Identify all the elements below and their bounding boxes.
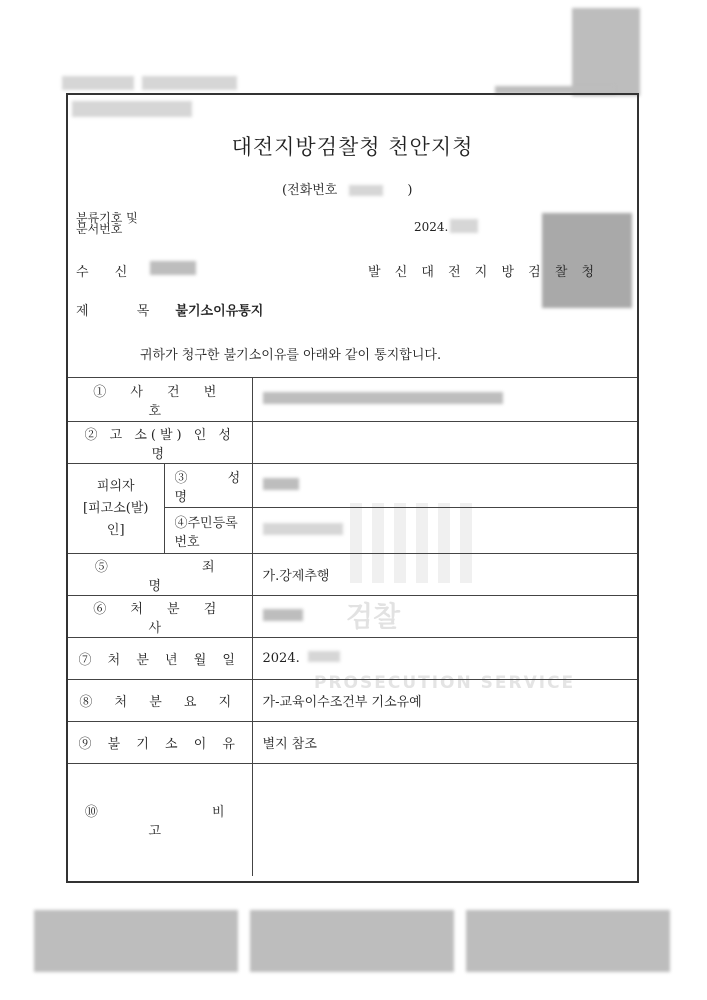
suspect-id-value	[252, 508, 637, 554]
table-row	[68, 680, 637, 722]
phone-close: )	[407, 183, 413, 198]
table-row	[68, 422, 637, 464]
phone-label: (전화번호	[282, 183, 338, 198]
redacted-top-right	[572, 8, 640, 96]
classification-line-1: 분류기호 및	[76, 211, 138, 225]
table-row	[68, 764, 637, 876]
case-number-label: ① 사 건 번 호	[68, 378, 252, 422]
redacted-case-number	[263, 392, 503, 404]
reason-label: ⑨ 불 기 소 이 유	[68, 722, 252, 764]
reason-value: 별지 참조	[252, 722, 637, 764]
table-row	[68, 554, 637, 596]
redacted-top-left-1	[62, 76, 134, 90]
document-title: 대전지방검찰청 천안지청	[231, 135, 474, 159]
phone-line	[282, 179, 412, 198]
suspect-name-value	[252, 464, 637, 508]
notification-table	[68, 377, 637, 876]
redacted-doc-header	[72, 101, 192, 117]
disposition-date-label: ⑦ 처 분 년 월 일	[68, 638, 252, 680]
complainant-value	[252, 422, 637, 464]
subject-line	[76, 300, 263, 319]
suspect-label-line-2: [피고소(발)인]	[83, 500, 149, 538]
disposition-summary-label: ⑧ 처 분 요 지	[68, 680, 252, 722]
suspect-label-line-1: 피의자	[96, 478, 135, 494]
redacted-top-left-2	[142, 76, 237, 90]
case-number-value	[252, 378, 637, 422]
remarks-label: ⑩ 비 고	[68, 764, 252, 876]
redacted-footer-1	[34, 910, 238, 972]
disposition-summary-value: 가-교육이수조건부 기소유예	[252, 680, 637, 722]
subject-label: 제 목	[76, 304, 172, 319]
sender-line: 발 신 대 전 지 방 검 찰 청	[368, 265, 600, 280]
suspect-name-label: ③ 성 명	[164, 464, 252, 508]
prosecutor-value	[252, 596, 637, 638]
document-date: 2024.	[414, 220, 449, 234]
redacted-footer-3	[466, 910, 670, 972]
redacted-suspect-name	[263, 478, 299, 490]
redacted-prosecutor	[263, 609, 303, 621]
table-row	[68, 638, 637, 680]
redacted-disposition-date	[308, 651, 340, 662]
classification-label	[76, 213, 138, 235]
prosecutor-label: ⑥ 처 분 검 사	[68, 596, 252, 638]
redacted-date	[450, 219, 478, 233]
notification-document	[66, 93, 639, 883]
crime-value: 가.강제추행	[252, 554, 637, 596]
subject-value: 불기소이유통지	[175, 304, 264, 319]
suspect-id-label: ④주민등록번호	[164, 508, 252, 554]
watermark-text: 검찰	[346, 600, 401, 633]
redacted-footer-2	[250, 910, 454, 972]
redacted-recipient	[150, 261, 196, 275]
disposition-date-text: 2024.	[262, 651, 300, 666]
redacted-suspect-id	[263, 523, 343, 535]
crime-label: ⑤ 죄 명	[68, 554, 252, 596]
remarks-value	[252, 764, 637, 876]
complainant-label: ② 고 소(발) 인 성 명	[68, 422, 252, 464]
disposition-date-value	[252, 638, 637, 680]
phone-gap	[337, 183, 407, 198]
recipient-label: 수 신	[76, 265, 139, 280]
table-row	[68, 596, 637, 638]
table-row	[68, 464, 637, 508]
redacted-phone	[349, 185, 383, 196]
classification-line-2: 문서번호	[76, 222, 123, 236]
table-row	[68, 378, 637, 422]
suspect-label	[68, 464, 164, 554]
watermark-service: PROSECUTION SERVICE	[314, 673, 576, 693]
intro-text: 귀하가 청구한 불기소이유를 아래와 같이 통지합니다.	[140, 348, 442, 363]
table-row	[68, 722, 637, 764]
